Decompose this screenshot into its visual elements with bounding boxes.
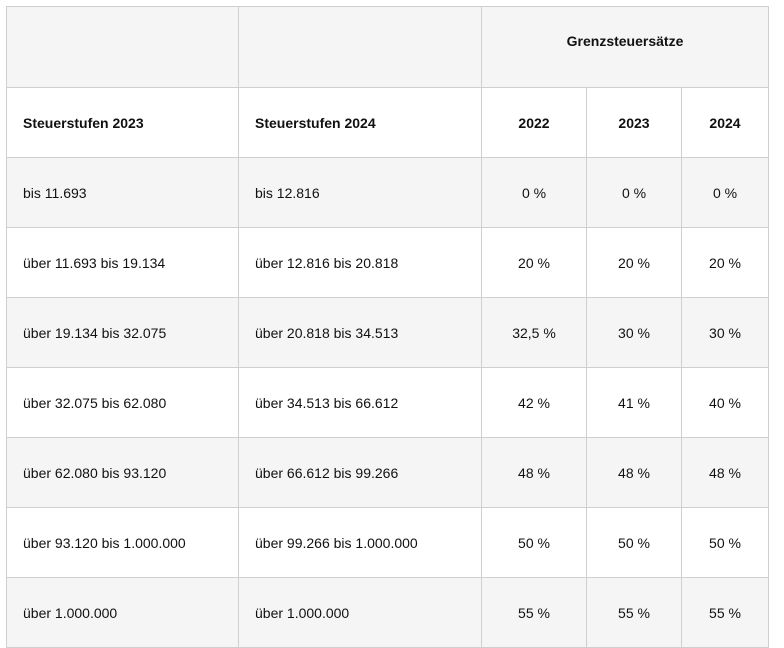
column-header-rate-2023: 2023 [587, 88, 682, 158]
bracket-2023-cell: über 62.080 bis 93.120 [7, 438, 239, 508]
table-row [7, 508, 769, 578]
rate-2024-cell: 0 % [682, 158, 769, 228]
table-column-header-row [7, 88, 769, 158]
bracket-2024-cell: über 34.513 bis 66.612 [239, 368, 482, 438]
bracket-2023-cell: über 32.075 bis 62.080 [7, 368, 239, 438]
bracket-2023-cell: über 11.693 bis 19.134 [7, 228, 239, 298]
table-row [7, 228, 769, 298]
rate-2024-cell: 48 % [682, 438, 769, 508]
rate-2022-cell: 55 % [482, 578, 587, 648]
table-row [7, 158, 769, 228]
rate-2023-cell: 48 % [587, 438, 682, 508]
table-row [7, 578, 769, 648]
table-row [7, 438, 769, 508]
bracket-2023-cell: über 19.134 bis 32.075 [7, 298, 239, 368]
empty-header-cell [239, 7, 482, 88]
bracket-2024-cell: über 66.612 bis 99.266 [239, 438, 482, 508]
bracket-2024-cell: über 1.000.000 [239, 578, 482, 648]
rate-2024-cell: 50 % [682, 508, 769, 578]
tax-rate-table [6, 6, 769, 648]
column-header-tax-brackets-2023: Steuerstufen 2023 [7, 88, 239, 158]
bracket-2023-cell: über 93.120 bis 1.000.000 [7, 508, 239, 578]
rate-2023-cell: 0 % [587, 158, 682, 228]
bracket-2023-cell: bis 11.693 [7, 158, 239, 228]
rate-2023-cell: 20 % [587, 228, 682, 298]
rate-2023-cell: 30 % [587, 298, 682, 368]
rate-2024-cell: 20 % [682, 228, 769, 298]
column-header-rate-2024: 2024 [682, 88, 769, 158]
table-group-header-row [7, 7, 769, 88]
table-row [7, 368, 769, 438]
bracket-2024-cell: über 20.818 bis 34.513 [239, 298, 482, 368]
bracket-2023-cell: über 1.000.000 [7, 578, 239, 648]
rate-2022-cell: 20 % [482, 228, 587, 298]
rate-2023-cell: 41 % [587, 368, 682, 438]
rate-2022-cell: 48 % [482, 438, 587, 508]
rate-2023-cell: 50 % [587, 508, 682, 578]
rate-2024-cell: 55 % [682, 578, 769, 648]
tax-rate-table-container [6, 6, 769, 648]
rate-2022-cell: 42 % [482, 368, 587, 438]
rate-2022-cell: 32,5 % [482, 298, 587, 368]
column-header-rate-2022: 2022 [482, 88, 587, 158]
bracket-2024-cell: über 99.266 bis 1.000.000 [239, 508, 482, 578]
rate-2022-cell: 0 % [482, 158, 587, 228]
rate-2023-cell: 55 % [587, 578, 682, 648]
bracket-2024-cell: über 12.816 bis 20.818 [239, 228, 482, 298]
rate-2024-cell: 40 % [682, 368, 769, 438]
rate-2022-cell: 50 % [482, 508, 587, 578]
column-header-tax-brackets-2024: Steuerstufen 2024 [239, 88, 482, 158]
table-row [7, 298, 769, 368]
rate-2024-cell: 30 % [682, 298, 769, 368]
marginal-tax-rates-header: Grenzsteuersätze [482, 7, 769, 88]
empty-header-cell [7, 7, 239, 88]
bracket-2024-cell: bis 12.816 [239, 158, 482, 228]
